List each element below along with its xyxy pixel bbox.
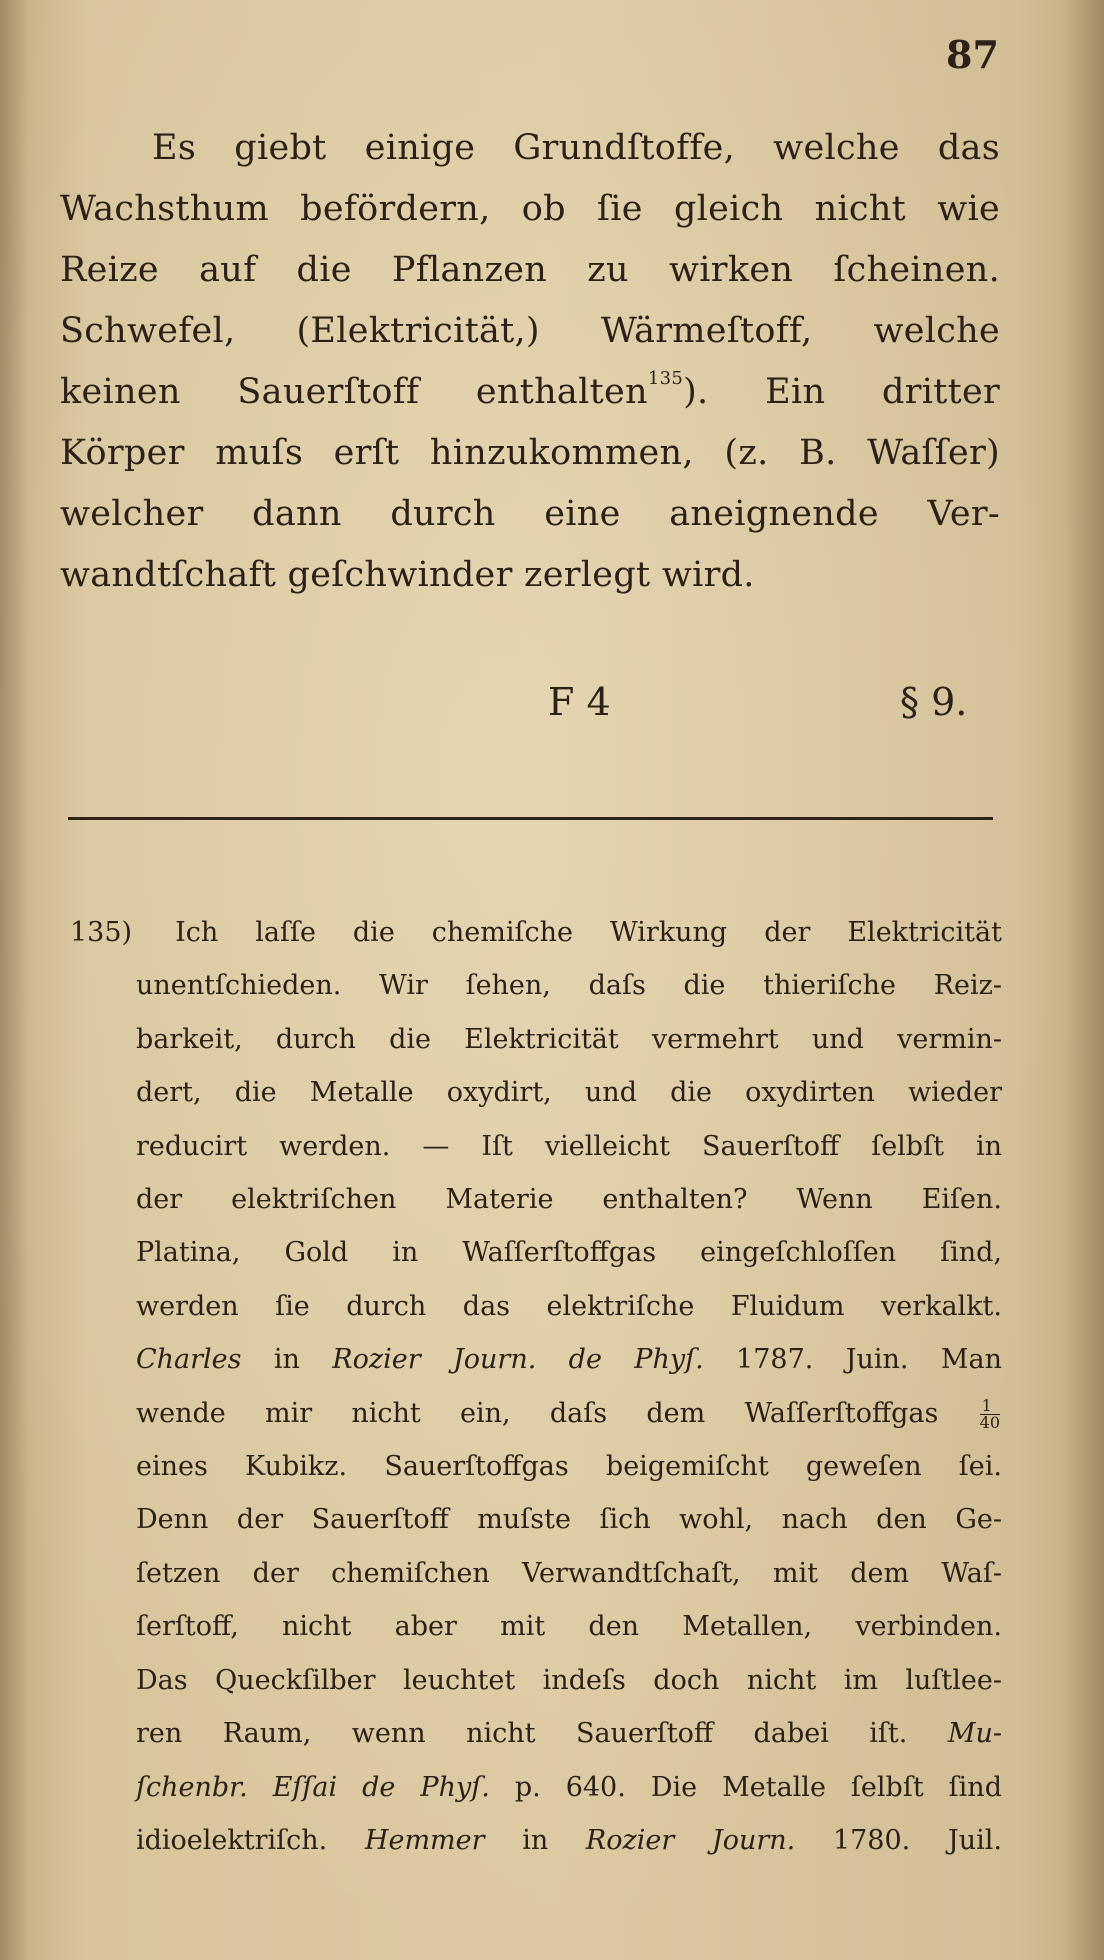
footnote-line: eines Kubikz. Sauerſtoffgas beigemiſcht geweſen ſei. — [136, 1451, 1002, 1483]
citation-rest: 1780. Juil. — [832, 1824, 1002, 1856]
footnote-135 — [70, 906, 1002, 1867]
footnote-line: ſetzen der chemiſchen Verwandtſchaſt, mit dem Waſ- — [136, 1557, 1002, 1589]
footnote-line: dert, die Metalle oxydirt, und die oxydirten wieder — [136, 1077, 1002, 1109]
citation-journal: Rozier Journ. de Phyſ. — [332, 1344, 704, 1376]
main-line: wandtſchaft geſchwinder zerlegt wird. — [60, 555, 755, 595]
footnote-divider — [68, 817, 993, 820]
footnote-reference: 135 — [647, 368, 684, 390]
main-line-end: ). Ein dritter — [683, 372, 1000, 412]
main-line: Es giebt einige Grundſtoffe, welche das — [152, 128, 1000, 168]
fraction — [979, 1395, 1000, 1432]
footnote-line-text: idioelektriſch. — [136, 1824, 328, 1856]
footnote-line: Denn der Sauerſtoff muſste ſich wohl, nach den Ge- — [136, 1504, 1002, 1536]
citation-in: in — [522, 1824, 549, 1856]
footnote-line — [70, 906, 1002, 959]
footnote-line-text: wende mir nicht ein, daſs dem Waſſerſtoffgas — [136, 1397, 939, 1429]
footnote-line: unentſchieden. Wir ſehen, daſs die thieriſche Reiz- — [136, 970, 1002, 1002]
main-line-start: keinen Sauerſtoff enthalten — [60, 372, 648, 412]
citation-author: Mu- — [947, 1718, 1002, 1750]
footnote-line: der elektriſchen Materie enthalten? Wenn Eiſen. — [136, 1184, 1002, 1216]
main-line: welcher dann durch eine aneignende Ver- — [60, 494, 1000, 534]
fraction-denominator: 40 — [979, 1412, 1000, 1432]
page-number: 87 — [946, 32, 999, 77]
gutter-shadow — [0, 0, 30, 1960]
main-line: Schwefel, (Elektricität,) Wärmeſtoff, welche — [60, 311, 1000, 351]
footnote-line — [70, 1707, 1002, 1760]
footnote-line: reducirt werden. — Iſt vielleicht Sauerſtoff ſelbſt in — [136, 1130, 1002, 1162]
citation-journal: ſchenbr. Eſſai de Phyſ. — [136, 1771, 490, 1803]
main-line: Körper muſs erſt hinzukommen, (z. B. Waſſer) — [60, 433, 1000, 473]
signature-mark: F 4 — [548, 680, 611, 724]
citation-in: in — [273, 1344, 300, 1376]
footnote-line — [70, 1761, 1002, 1814]
footnote-line-with-fraction — [70, 1387, 1002, 1440]
main-line-with-footnote-ref — [60, 362, 1000, 423]
footnote-line: Platina, Gold in Waſſerſtoffgas eingeſchloſſen ſind, — [136, 1237, 1002, 1269]
footnote-line: ſerſtoff, nicht aber mit den Metallen, verbinden. — [136, 1611, 1002, 1643]
catchword: § 9. — [900, 680, 968, 724]
footnote-line-text: Ich laſſe die chemiſche Wirkung der Elektricität — [175, 917, 1002, 948]
main-line: Reize auf die Pflanzen zu wirken ſcheinen. — [60, 250, 1000, 290]
citation-author: Hemmer — [364, 1824, 485, 1856]
footnote-line: werden ſie durch das elektriſche Fluidum verkalkt. — [136, 1290, 1002, 1322]
footnote-line-text: p. 640. Die Metalle ſelbſt ſind — [514, 1771, 1002, 1803]
edge-shadow — [1064, 0, 1104, 1960]
citation-journal: Rozier Journ. — [585, 1824, 796, 1856]
fraction-numerator: 1 — [980, 1398, 1000, 1415]
main-paragraph — [60, 118, 1000, 606]
footnote-number: 135) — [70, 917, 133, 948]
footnote-line-text: ren Raum, wenn nicht Sauerſtoff dabei iſt. — [136, 1718, 908, 1750]
citation-author: Charles — [136, 1344, 242, 1376]
main-line: Wachsthum befördern, ob ſie gleich nicht wie — [60, 189, 1000, 229]
footnote-line: barkeit, durch die Elektricität vermehrt und vermin- — [136, 1023, 1002, 1055]
footnote-citation-line — [70, 1814, 1002, 1867]
footnote-citation-line — [70, 1333, 1002, 1386]
footnote-line: Das Queckſilber leuchtet indeſs doch nicht im luſtlee- — [136, 1664, 1002, 1696]
citation-rest: 1787. Juin. Man — [736, 1344, 1002, 1376]
